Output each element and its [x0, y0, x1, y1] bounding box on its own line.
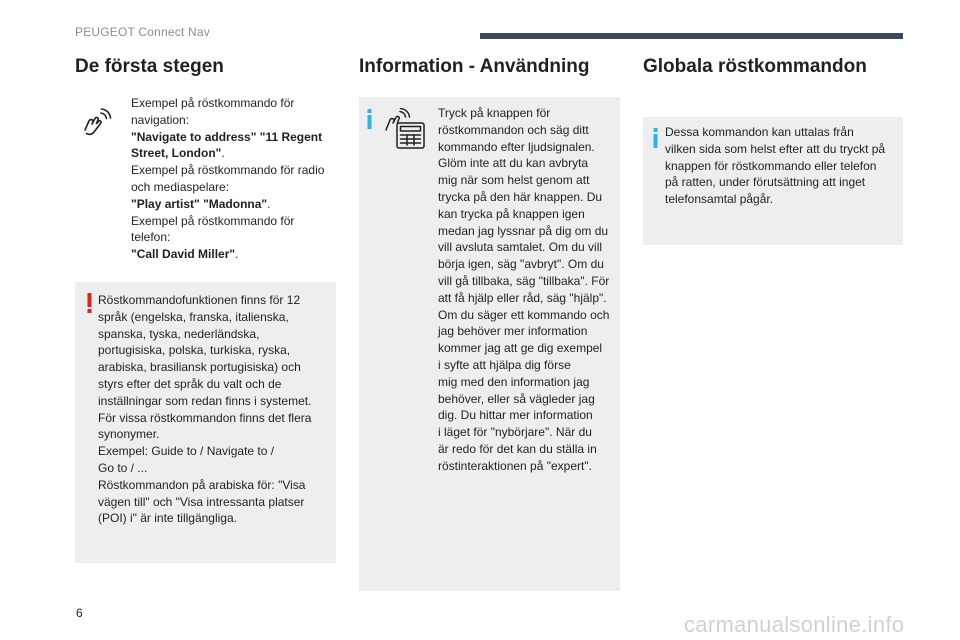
- warning-icon: [87, 293, 92, 318]
- info-box-global: [643, 117, 903, 245]
- section-title-first-steps: De första stegen: [75, 56, 224, 77]
- info-icon: [367, 109, 372, 134]
- voice-command-icon: [80, 108, 114, 138]
- usage-text: Tryck på knappen för röstkommandon och säg ditt kommando efter ljudsignalen. Glöm inte att du kan avbryta mig när som helst genom att trycka på den här knappen. Du kan trycka på knappen igen medan jag lyssnar på dig om du vill avsluta samtalet. Om du vill börja igen, säg "avbryt". Om du vill gå tillbaka, säg "tillbaka". För att få hjälp eller råd, säg "hjälp". Om du säger ett kommando och jag behöver mer information kommer jag att ge dig exempel i syfte att hjälpa dig förse mig med den information jag behöver, eller så vägleder jag dig. Du hittar mer information i läget för "nybörjare". När du är redo för det kan du ställa in röstinteraktionen på "expert".: [438, 106, 610, 473]
- section-title-global-commands: Globala röstkommandon: [643, 56, 867, 77]
- running-header: PEUGEOT Connect Nav: [75, 25, 210, 39]
- example-text: Exempel på röstkommando för navigation: "Navigate to address" "11 Regent Street, London". Exempel på röstkommando för radio och mediaspelare: "Play artist" "Madonna". Exempel på röstkommando för telefon: "Call David Miller".: [131, 96, 325, 262]
- info-icon: [653, 128, 658, 153]
- section-title-information: Information - Användning: [359, 56, 590, 77]
- header-rule: [480, 33, 903, 39]
- warning-box: [75, 282, 336, 563]
- info-box-usage: [359, 97, 620, 591]
- global-commands-text: Dessa kommandon kan uttalas från vilken sida som helst efter att du tryckt på knappen för röstkommando eller telefon på ratten, under förutsättning att inget telefonsamtal pågår.: [665, 125, 886, 207]
- page-number: 6: [76, 606, 83, 620]
- voice-keypad-icon: [383, 108, 427, 155]
- warning-text: Röstkommandofunktionen finns för 12 språk (engelska, franska, italienska, spanska, tyska, nederländska, portugisiska, polska, turkiska, ryska, arabiska, brasiliansk portugisiska) och styrs efter det språk du valt och de inställningar som redan finns i systemet. För vissa röstkommandon finns det flera synonymer. Exempel: Guide to / Navigate to / Go to / ... Röstkommandon på arabiska för: "Visa vägen till" och "Visa intressanta platser (POI) i" är inte tillgängliga.: [98, 293, 312, 526]
- watermark: carmanualsonline.info: [684, 612, 905, 637]
